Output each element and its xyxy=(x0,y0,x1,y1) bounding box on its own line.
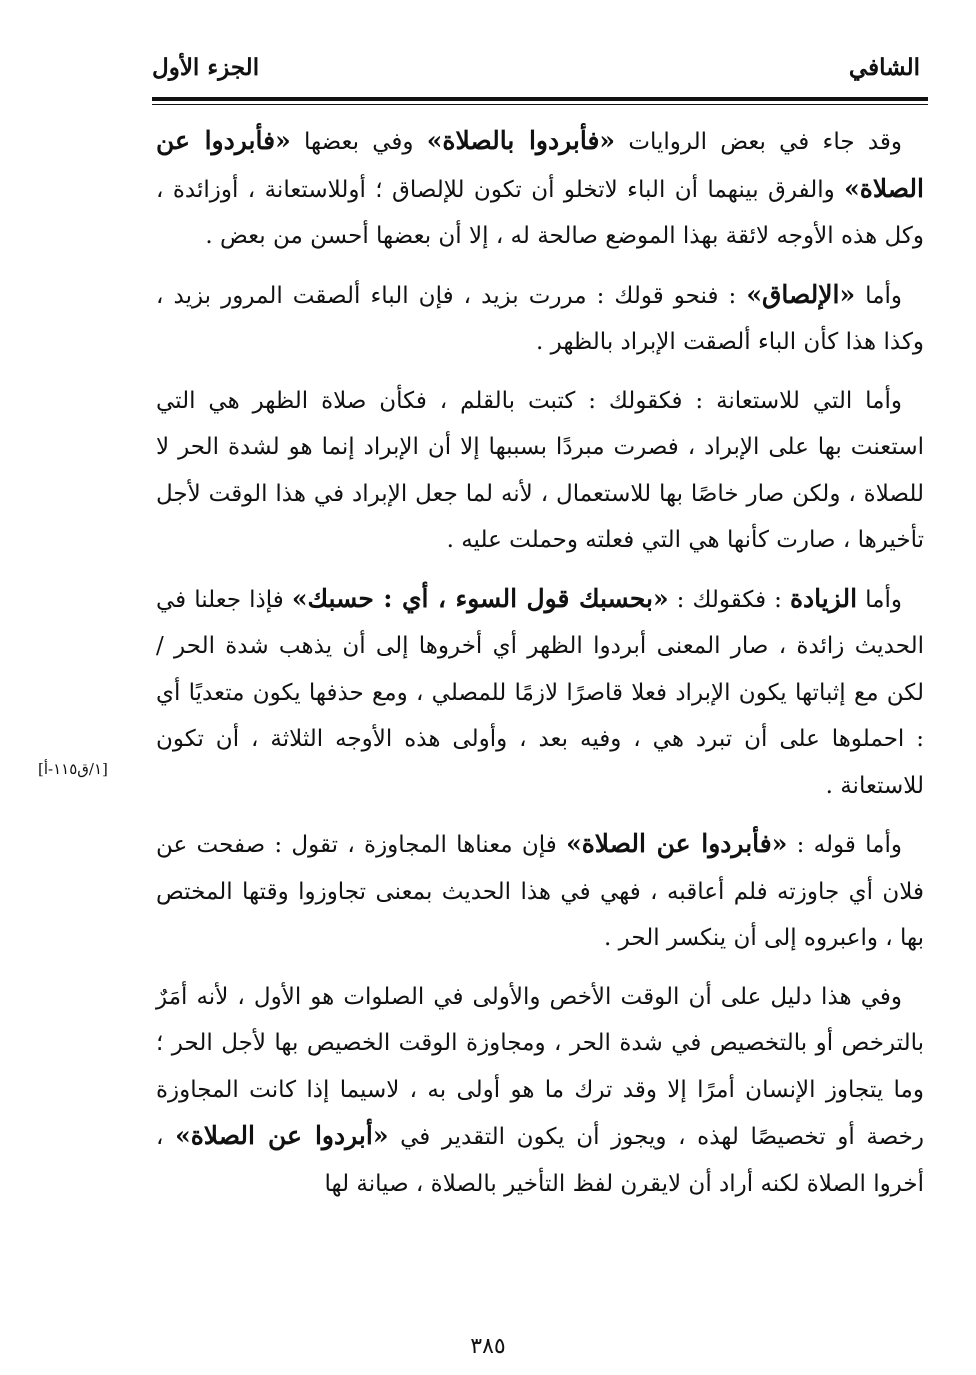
paragraph-5 xyxy=(156,821,924,962)
bold-quote: «فأبردوا عن الصلاة» xyxy=(156,126,924,203)
paragraph-2 xyxy=(156,272,924,366)
paragraph-1 xyxy=(156,118,924,260)
text-run: : فنحو قولك : مررت بزيد ، فإن الباء ألصقت المرور بزيد ، وكذا هذا كأن الباء ألصقت الإبراد بالظهر . xyxy=(156,282,924,355)
text-run: وأما التي للاستعانة : فكقولك : كتبت بالقلم ، فكأن صلاة الظهر هي التي استعنت بها على الإبراد ، فصرت مبردًا بسببها إلا أن الإبراد إنما هو لشدة الحر لا للصلاة ، ولكن صار خاصًا بها للاستعمال ، لأنه لما جعل الإبراد في هذا الوقت لأجل تأخيرها ، صارت كأنها هي التي فعلته وحملت عليه . xyxy=(156,387,924,553)
part-label: الجزء الأول xyxy=(152,54,260,81)
text-run: فإن معناها المجاوزة ، تقول : صفحت عن فلان أي جاوزته فلم أعاقبه ، فهي في هذا الحديث بمعنى تجاوزوا وقتها المختص بها ، واعبروه إلى أن ينكسر الحر . xyxy=(156,832,924,951)
bold-quote: «بحسبك قول السوء ، أي : حسبك» xyxy=(291,583,669,613)
text-run: وفي هذا دليل على أن الوقت الأخص والأولى في الصلوات هو الأول ، لأنه أمَرٌ بالترخص أو بالتخصيص في شدة الحر ، ومجاوزة الوقت الخصيص بها لأجل الحر ؛ وما يتجاوز الإنسان أمرًا إلا وقد ترك ما هو أولى به ، لاسيما إذا كانت المجاوزة رخصة أو تخصيصًا لهذه ، ويجوز أن يكون التقدير في xyxy=(156,983,925,1150)
text-run: وقد جاء في بعض الروايات xyxy=(615,129,903,155)
text-run: فإذا جعلنا في الحديث زائدة ، صار المعنى أبردوا الظهر أي أخروها إلى أن يذهب شدة الحر / لكن مع إثباتها يكون الإبراد فعلا قاصرًا لازمًا للمصلي ، ومع حذفها يكون متعديًا أي : احملوها على أن تبرد هي ، وفيه بعد ، وأولى هذه الأوجه الثلاثة ، أن تكون للاستعانة . xyxy=(156,586,924,799)
text-run: : فكقولك : xyxy=(668,586,790,613)
paragraph-3 xyxy=(156,378,924,564)
header-rule-thin xyxy=(152,104,928,105)
text-run: وأما قوله : xyxy=(787,832,902,858)
text-run: وأما xyxy=(855,282,903,309)
text-run: ، أخروا الصلاة لكنه أراد أن لايقرن لفظ التأخير بالصلاة ، صيانة لها xyxy=(156,1124,924,1197)
paragraph-4 xyxy=(156,576,924,810)
paragraph-6 xyxy=(156,974,924,1208)
text-run: والفرق بينهما أن الباء لاتخلو أن تكون للإلصاق ؛ أوللاستعانة ، أوزائدة ، وكل هذه الأوجه لائقة بهذا الموضع صالحة له ، إلا أن بعضها أحسن من بعض . xyxy=(156,176,924,249)
bold-quote: «فأبردوا بالصلاة» xyxy=(426,126,616,155)
header-rule-thick xyxy=(152,97,928,101)
manuscript-folio-note: [١/ق١١٥-أ] xyxy=(38,760,108,778)
text-run: وفي بعضها xyxy=(290,129,427,155)
body-text xyxy=(156,118,924,1207)
bold-term: الزيادة xyxy=(789,583,858,613)
running-header xyxy=(152,54,920,94)
bold-quote: «أبردوا عن الصلاة» xyxy=(175,1121,389,1150)
bold-term: «الإلصاق» xyxy=(746,279,856,309)
bold-quote: «فأبردوا عن الصلاة» xyxy=(566,829,788,858)
text-run: وأما xyxy=(857,586,902,613)
book-title: الشافي xyxy=(848,54,920,81)
page-number: ٣٨٥ xyxy=(470,1334,506,1359)
